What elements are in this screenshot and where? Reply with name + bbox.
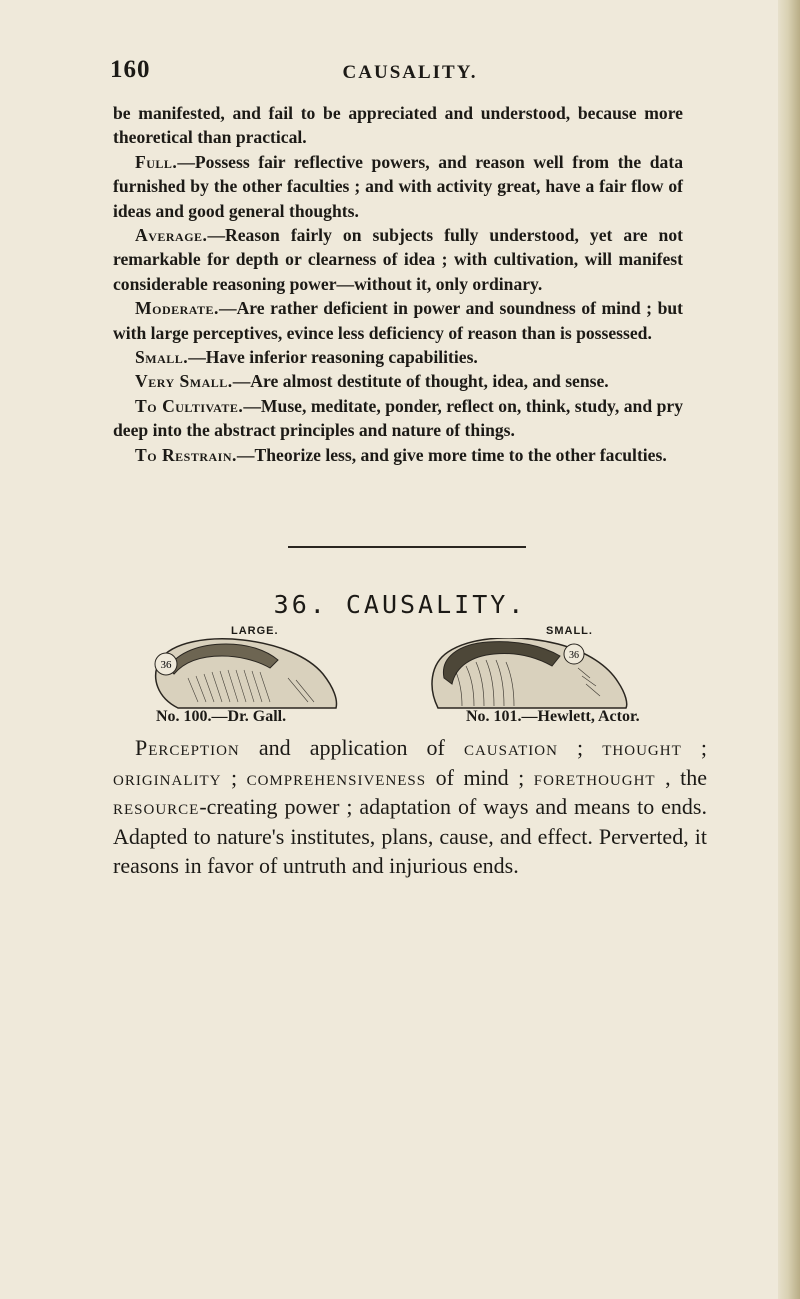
text-restrain: —Theorize less, and give more time to the other faculties.	[236, 444, 667, 465]
paragraph-cultivate	[113, 394, 683, 443]
caption-gall: No. 100.—Dr. Gall.	[156, 708, 287, 725]
desc-text-3: ;	[681, 735, 707, 760]
paragraph-small	[113, 345, 683, 369]
label-large: LARGE.	[231, 625, 279, 637]
term-cultivate: To Cultivate.	[135, 395, 244, 416]
caption-hewlett: No. 101.—Hewlett, Actor.	[466, 708, 640, 725]
term-average: Average.	[135, 225, 208, 246]
term-restrain: To Restrain.	[135, 444, 237, 465]
desc-lead: Perception	[135, 735, 240, 760]
figure-illustrations	[138, 638, 728, 710]
paragraph-average	[113, 223, 683, 296]
paragraph-full	[113, 150, 683, 223]
faculty-description	[113, 733, 707, 881]
organ-number-left: 36	[160, 659, 172, 671]
desc-text-6: , the	[655, 764, 707, 790]
body-text	[113, 101, 683, 467]
desc-text-1: and application of	[239, 735, 464, 760]
label-small: SMALL.	[546, 625, 593, 637]
term-full: Full.	[135, 151, 178, 172]
desc-text-5: of mind ;	[426, 764, 534, 790]
head-hewlett	[432, 638, 627, 708]
desc-term-resource: resource	[113, 794, 200, 819]
text-full: —Possess fair reflective powers, and reason well from the data furnished by the other faculties ; and with activity great, have a fair flow of ideas and good general thoughts.	[113, 151, 683, 221]
paragraph-very-small	[113, 369, 683, 393]
text-very-small: —Are almost destitute of thought, idea, and sense.	[232, 371, 609, 392]
organ-number-right: 36	[569, 650, 579, 661]
desc-term-forethought: forethought	[533, 764, 656, 790]
desc-text-2: ;	[557, 735, 603, 760]
description-paragraph	[113, 733, 707, 881]
section-title: 36. CAUSALITY.	[273, 590, 527, 619]
paragraph-moderate	[113, 296, 683, 345]
desc-text-4: ;	[221, 764, 247, 790]
desc-text-7: -creating power ; adaptation of ways and means to ends. Adapted to nature's institutes, plans, cause, and effect. Perverted, it reasons in favor of untruth and injurious ends.	[113, 794, 707, 878]
desc-term-comprehensiveness: comprehensiveness	[246, 764, 427, 790]
section-divider	[288, 546, 526, 548]
running-head: CAUSALITY.	[342, 62, 478, 83]
page-number: 160	[110, 56, 151, 83]
desc-term-originality: originality	[113, 764, 222, 790]
text-small: —Have inferior reasoning capabilities.	[188, 347, 478, 368]
text-cultivate: —Muse, meditate, ponder, reflect on, think, study, and pry deep into the abstract principles and nature of things.	[113, 395, 684, 441]
term-small: Small.	[135, 347, 189, 368]
desc-term-thought: thought	[602, 735, 682, 760]
paragraph-continued: be manifested, and fail to be appreciated and understood, because more theoretical than practical.	[113, 103, 683, 148]
desc-term-causation: causation	[463, 735, 558, 760]
term-very-small: Very Small.	[135, 371, 233, 392]
page-header	[110, 56, 710, 96]
paragraph-restrain	[113, 443, 683, 467]
head-gall	[155, 639, 336, 708]
text-moderate: —Are rather deficient in power and soundness of mind ; but with large perceptives, evince less deficiency of reason than is possessed.	[113, 298, 683, 343]
term-moderate: Moderate.	[135, 298, 219, 319]
text-average: —Reason fairly on subjects fully understood, yet are not remarkable for depth or clearness of idea ; with cultivation, will manifest considerable reasoning power—without it, only ordinary.	[113, 225, 683, 294]
